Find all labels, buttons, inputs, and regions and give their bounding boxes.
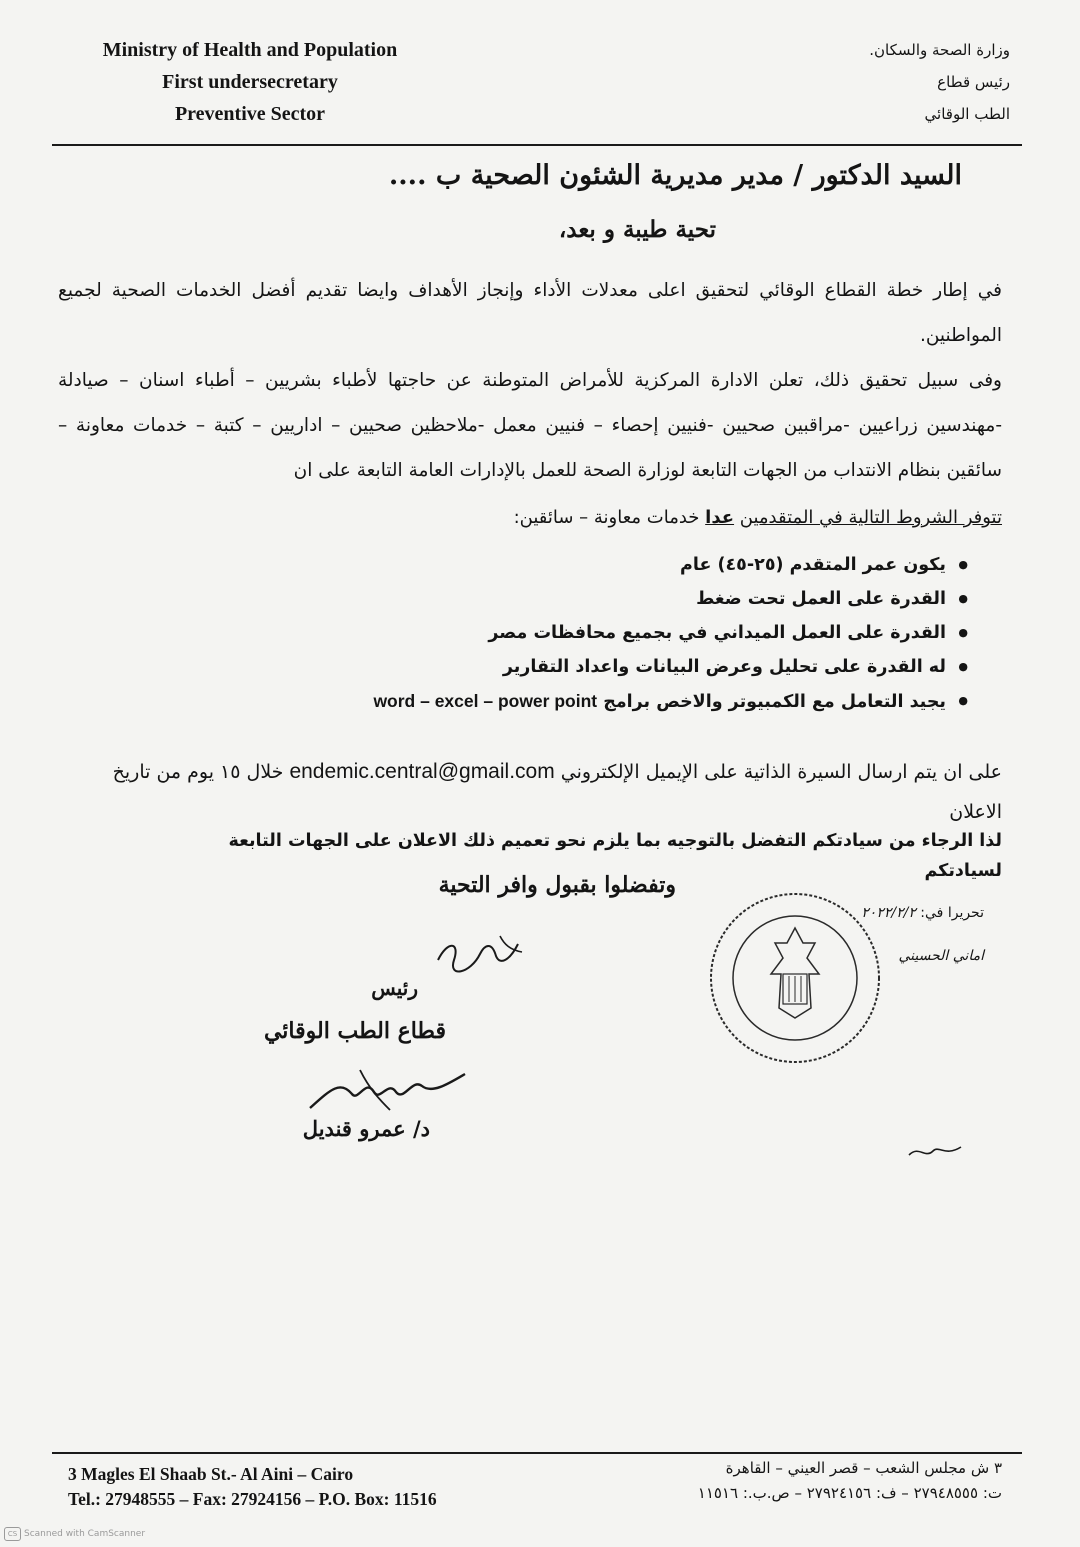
header-sector-en: Preventive Sector (174, 103, 326, 125)
scanner-label: Scanned with CamScanner (24, 1529, 146, 1539)
signature-name: د/ عمرو قنديل (302, 1116, 430, 1141)
email-address[interactable]: endemic.central@gmail.com (289, 760, 555, 783)
email-text-after: خلال ١٥ يوم من تاريخ الاعلان (112, 761, 1002, 823)
footer-contacts-ar: ت: ٢٧٩٤٨٥٥٥ – ف: ٢٧٩٢٤١٥٦ – ص.ب.: ١١٥١٦ (697, 1484, 1002, 1502)
header-undersecretary-en: First undersecretary (162, 71, 338, 93)
header-divider (52, 144, 1022, 146)
conditions-list (373, 548, 968, 719)
date-label: تحريرا في: (920, 905, 984, 921)
conditions-intro-rest: خدمات معاونة – سائقين: (513, 507, 700, 528)
signature-sector: قطاع الطب الوقائي (263, 1018, 446, 1044)
signature-scribble-icon (300, 1060, 470, 1120)
header-arabic (770, 34, 1010, 130)
header-english (70, 34, 430, 130)
conditions-intro-underlined: تتوفر الشروط التالية في المتقدمين (739, 507, 1002, 528)
paragraph-announcement: وفى سبيل تحقيق ذلك، تعلن الادارة المركزية للأمراض المتوطنة عن حاجتها لأطباء بشريين – أطباء اسنان – صيادلة -مهندسين زراعيين -مراقبين صحيين -فنيين إحصاء – فنيين معمل -ملاحظين صحيين – اداريين – كتبة – خدمات معاونة – سائقين بنظام الانتداب من الجهات التابعة لوزارة الصحة للعمل بالإدارات العامة التابعة على ان (58, 370, 1002, 481)
conditions-intro-except: عدا (705, 507, 735, 528)
official-seal-icon (705, 888, 885, 1068)
condition-item-computer (373, 684, 968, 719)
footer-english (68, 1462, 437, 1512)
footer-address-ar: ٣ ش مجلس الشعب – قصر العيني – القاهرة (725, 1459, 1002, 1477)
condition-item: ● القدرة على العمل تحت ضغط (373, 582, 968, 616)
date-value: ٢٠٢٢/٢/٢ (861, 905, 916, 921)
paragraph-intro: في إطار خطة القطاع الوقائي لتحقيق اعلى معدلات الأداء وإنجاز الأهداف وايضا تقديم أفضل الخدمات الصحية لجميع المواطنين. (58, 280, 1002, 346)
salutation: السيد الدكتور / مدير مديرية الشئون الصحية ب .... (388, 160, 962, 191)
computer-condition-programs: word – excel – power point (373, 691, 598, 711)
condition-item: ● يكون عمر المتقدم (٢٥-٤٥) عام (373, 548, 968, 582)
camscanner-icon: CS (4, 1527, 21, 1541)
handwritten-initials-icon (430, 930, 530, 980)
computer-condition-ar: يجيد التعامل مع الكمبيوتر والاخص برامج (603, 692, 946, 712)
email-paragraph (58, 752, 1002, 832)
handwritten-mark-icon (905, 1135, 965, 1165)
header-sector-ar: الطب الوقائي (924, 105, 1010, 123)
handwritten-note: اماني الحسيني (898, 948, 984, 964)
header-undersecretary-ar: رئيس قطاع (937, 73, 1010, 91)
header-ministry-en: Ministry of Health and Population (102, 39, 398, 61)
footer-arabic (582, 1456, 1002, 1506)
closing: وتفضلوا بقبول وافر التحية (438, 872, 676, 898)
footer-contacts-en: Tel.: 27948555 – Fax: 27924156 – P.O. Box: 11516 (68, 1489, 437, 1509)
footer-address-en: 3 Magles El Shaab St.- Al Aini – Cairo (68, 1464, 354, 1484)
condition-item: ● القدرة على العمل الميداني في بجميع محافظات مصر (373, 616, 968, 650)
scanner-watermark (4, 1527, 145, 1541)
footer-divider (52, 1452, 1022, 1454)
request-paragraph: لذا الرجاء من سيادتكم التفضل بالتوجيه بما يلزم نحو تعميم ذلك الاعلان على الجهات التابعة لسيادتكم (228, 831, 1002, 881)
condition-item: ● له القدرة على تحليل وعرض البيانات واعداد التقارير (373, 650, 968, 684)
header-ministry-ar: وزارة الصحة والسكان. (869, 41, 1010, 59)
email-text-before: على ان يتم ارسال السيرة الذاتية على الإيميل الإلكتروني (560, 761, 1002, 783)
conditions-intro (514, 498, 1002, 538)
greeting: تحية طيبة و بعد، (558, 216, 716, 243)
signature-title: رئيس (371, 976, 418, 1000)
